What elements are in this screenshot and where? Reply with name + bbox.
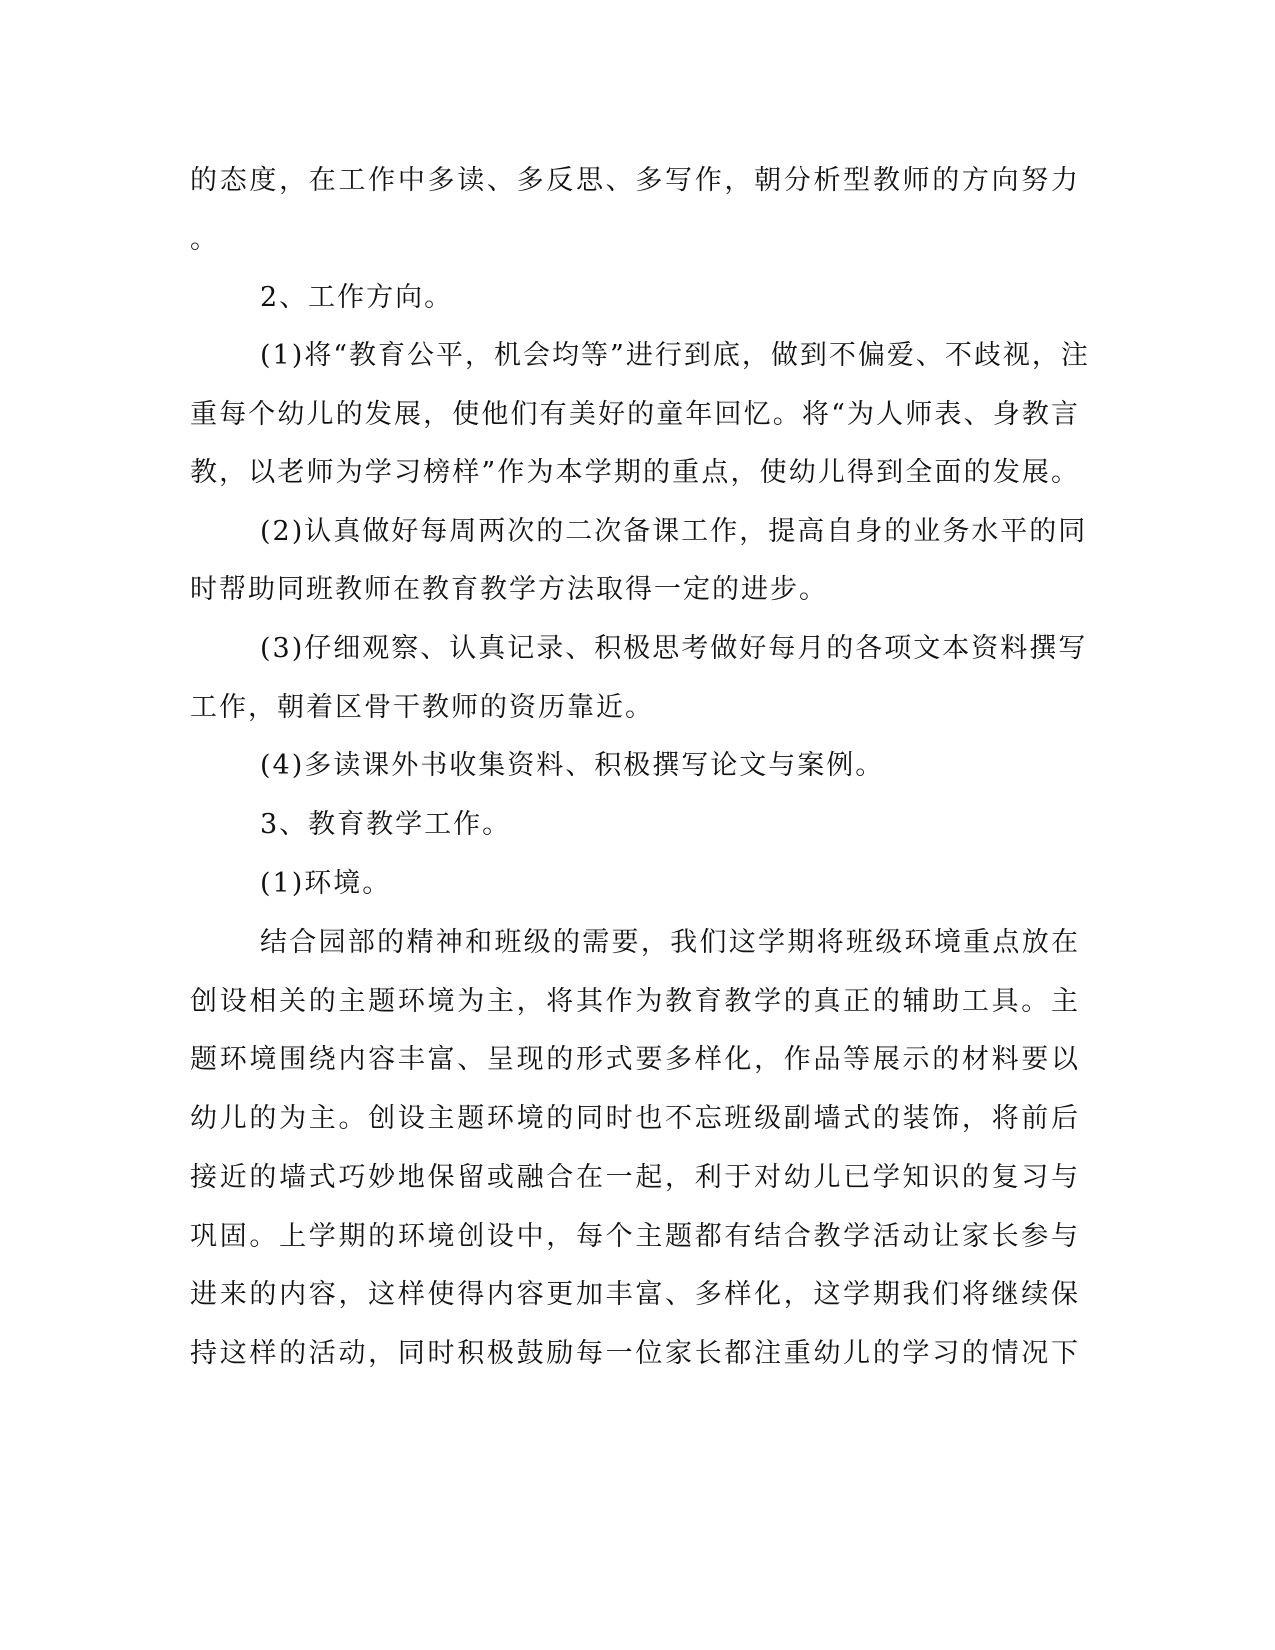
text-line: 幼儿的为主。创设主题环境的同时也不忘班级副墙式的装饰，将前后 (190, 1103, 1080, 1134)
text-line: (3)仔细观察、认真记录、积极思考做好每月的各项文本资料撰写 (260, 633, 1088, 664)
text-line: 教，以老师为学习榜样”作为本学期的重点，使幼儿得到全面的发展。 (190, 457, 1080, 488)
text-line: 的态度，在工作中多读、多反思、多写作，朝分析型教师的方向努力 (190, 165, 1080, 196)
text-line: 进来的内容，这样使得内容更加丰富、多样化，这学期我们将继续保 (190, 1279, 1080, 1310)
text-line: 工作，朝着区骨干教师的资历靠近。 (190, 692, 654, 723)
text-line: 结合园部的精神和班级的需要，我们这学期将班级环境重点放在 (260, 927, 1080, 958)
section-heading: 3、教育教学工作。 (260, 809, 512, 840)
text-line: 持这样的活动，同时积极鼓励每一位家长都注重幼儿的学习的情况下 (190, 1338, 1080, 1369)
text-line: 。 (190, 224, 219, 255)
text-line: (1)将“教育公平，机会均等”进行到底，做到不偏爱、不歧视，注 (260, 340, 1090, 371)
text-line: 题环境围绕内容丰富、呈现的形式要多样化，作品等展示的材料要以 (190, 1044, 1080, 1075)
text-line: 重每个幼儿的发展，使他们有美好的童年回忆。将“为人师表、身教言 (190, 399, 1080, 430)
subsection-heading: (1)环境。 (260, 868, 392, 899)
text-line: 接近的墙式巧妙地保留或融合在一起，利于对幼儿已学知识的复习与 (190, 1162, 1080, 1193)
section-heading: 2、工作方向。 (260, 282, 454, 313)
text-line: (4)多读课外书收集资料、积极撰写论文与案例。 (260, 750, 885, 781)
text-line: 巩固。上学期的环境创设中，每个主题都有结合教学活动让家长参与 (190, 1221, 1080, 1252)
text-line: (2)认真做好每周两次的二次备课工作，提高自身的业务水平的同 (260, 516, 1088, 547)
text-line: 时帮助同班教师在教育教学方法取得一定的进步。 (190, 574, 828, 605)
text-line: 创设相关的主题环境为主，将其作为教育教学的真正的辅助工具。主 (190, 986, 1080, 1017)
